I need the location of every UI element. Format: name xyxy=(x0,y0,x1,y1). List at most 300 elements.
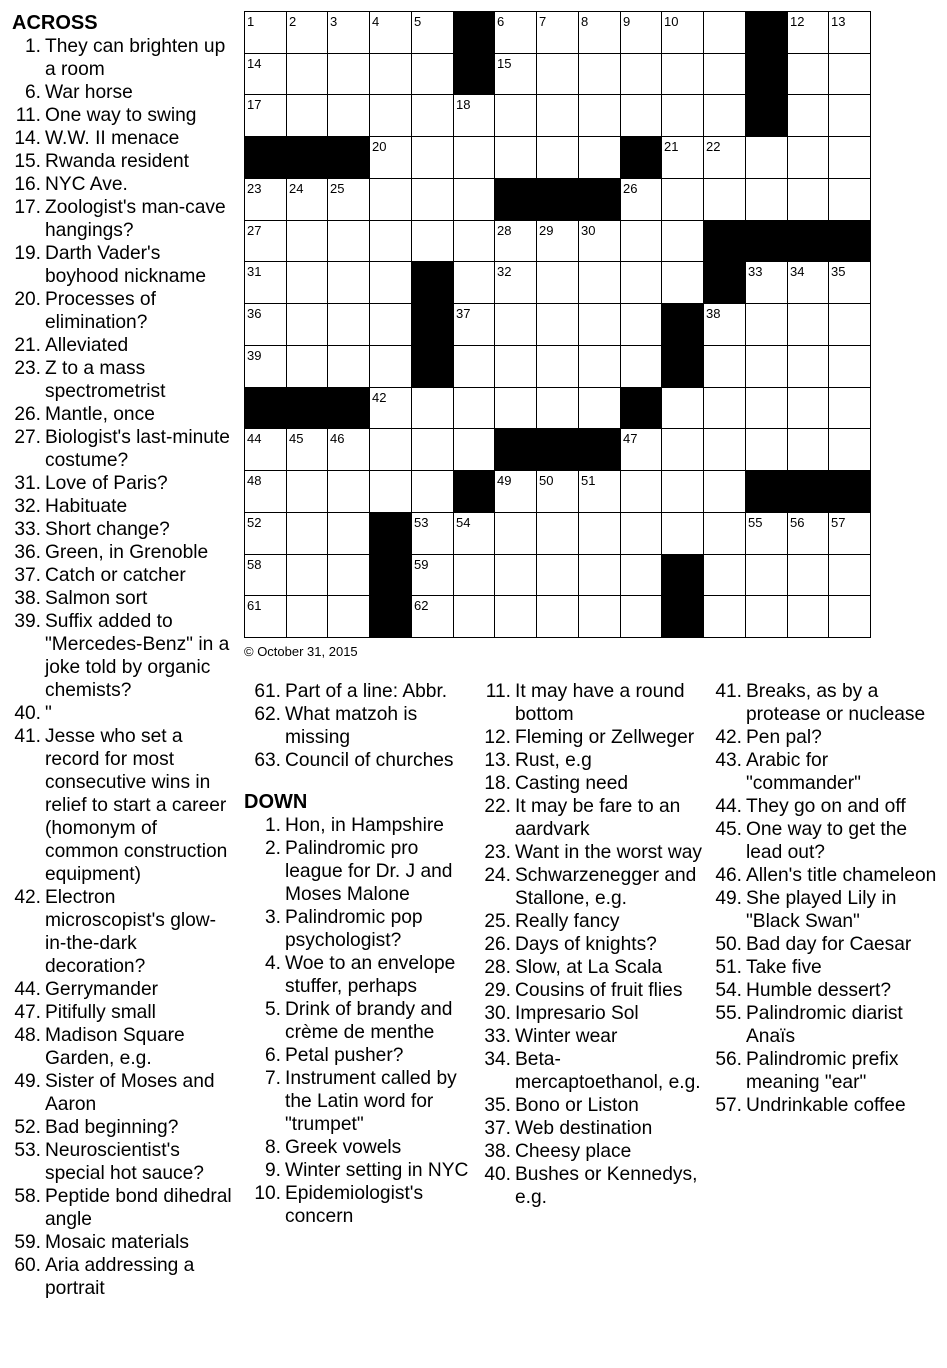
grid-cell[interactable] xyxy=(453,261,495,304)
grid-cell[interactable] xyxy=(494,387,537,429)
clue-number: 34. xyxy=(484,1049,511,1070)
grid-block xyxy=(661,303,704,346)
grid-cell[interactable] xyxy=(787,428,829,471)
grid-cell[interactable] xyxy=(286,554,328,596)
clue-text: Sister of Moses and Aaron xyxy=(45,1071,215,1115)
grid-cell[interactable] xyxy=(787,53,829,95)
grid-cell[interactable] xyxy=(787,345,829,388)
grid-cell[interactable] xyxy=(578,345,621,388)
clue-number: 52. xyxy=(14,1117,41,1138)
grid-cell[interactable] xyxy=(620,345,662,388)
clue-text: " xyxy=(45,703,52,724)
clue-item xyxy=(12,610,234,702)
clue-item xyxy=(12,1231,234,1254)
grid-cell[interactable] xyxy=(828,512,871,555)
grid-cell[interactable] xyxy=(828,94,871,137)
clue-item xyxy=(252,837,474,906)
grid-cell[interactable] xyxy=(536,345,579,388)
clue-item xyxy=(12,1139,234,1185)
grid-cell[interactable] xyxy=(661,261,704,304)
grid-block xyxy=(828,220,871,262)
grid-cell[interactable] xyxy=(327,470,370,513)
grid-cell[interactable] xyxy=(661,53,704,95)
grid-cell[interactable] xyxy=(536,53,579,95)
grid-cell[interactable] xyxy=(244,470,287,513)
cell-number: 15 xyxy=(497,56,512,71)
clues-column-2 xyxy=(244,680,474,1228)
clue-number: 55. xyxy=(715,1003,742,1024)
grid-cell[interactable] xyxy=(828,53,871,95)
cell-number: 56 xyxy=(790,515,805,530)
grid-cell[interactable] xyxy=(494,345,537,388)
clue-number: 2. xyxy=(264,838,281,859)
grid-cell[interactable] xyxy=(620,470,662,513)
grid-block xyxy=(578,178,621,221)
grid-cell[interactable] xyxy=(661,136,704,179)
grid-cell[interactable] xyxy=(286,261,328,304)
grid-cell[interactable] xyxy=(286,220,328,262)
clue-text: One way to get the lead out? xyxy=(746,819,908,863)
grid-cell[interactable] xyxy=(661,387,704,429)
clue-item xyxy=(482,933,707,956)
grid-cell[interactable] xyxy=(578,11,621,54)
grid-block xyxy=(661,345,704,388)
grid-block xyxy=(453,53,495,95)
grid-cell[interactable] xyxy=(703,136,746,179)
clue-item xyxy=(482,956,707,979)
grid-cell[interactable] xyxy=(411,53,454,95)
grid-cell[interactable] xyxy=(828,303,871,346)
cell-number: 28 xyxy=(497,223,512,238)
clue-item xyxy=(12,150,234,173)
grid-cell[interactable] xyxy=(244,53,287,95)
grid-block xyxy=(369,554,412,596)
grid-cell[interactable] xyxy=(411,554,454,596)
grid-cell[interactable] xyxy=(494,512,537,555)
grid-cell[interactable] xyxy=(620,94,662,137)
cell-number: 1 xyxy=(247,14,255,29)
clue-text: Suffix added to "Mercedes-Benz" in a joke told by organic chemists? xyxy=(45,611,230,701)
grid-cell[interactable] xyxy=(536,554,579,596)
grid-cell[interactable] xyxy=(828,261,871,304)
grid-cell[interactable] xyxy=(494,470,537,513)
grid-cell[interactable] xyxy=(745,303,788,346)
grid-cell[interactable] xyxy=(703,554,746,596)
grid-block xyxy=(745,470,788,513)
cell-number: 18 xyxy=(456,97,471,112)
grid-cell[interactable] xyxy=(787,512,829,555)
grid-cell[interactable] xyxy=(369,303,412,346)
clue-number: 30. xyxy=(484,1003,511,1024)
cell-number: 36 xyxy=(247,306,262,321)
grid-cell[interactable] xyxy=(578,53,621,95)
grid-cell[interactable] xyxy=(244,512,287,555)
grid-cell[interactable] xyxy=(244,11,287,54)
grid-block xyxy=(620,387,662,429)
grid-cell[interactable] xyxy=(787,94,829,137)
grid-cell[interactable] xyxy=(828,428,871,471)
grid-cell[interactable] xyxy=(411,178,454,221)
grid-cell[interactable] xyxy=(661,220,704,262)
grid-cell[interactable] xyxy=(286,53,328,95)
grid-cell[interactable] xyxy=(703,512,746,555)
grid-cell[interactable] xyxy=(327,178,370,221)
grid-cell[interactable] xyxy=(661,94,704,137)
cell-number: 55 xyxy=(748,515,763,530)
grid-block xyxy=(369,512,412,555)
grid-cell[interactable] xyxy=(369,345,412,388)
clue-number: 11. xyxy=(485,681,511,702)
grid-cell[interactable] xyxy=(369,428,412,471)
cell-number: 42 xyxy=(372,390,387,405)
clue-item xyxy=(12,357,234,403)
grid-cell[interactable] xyxy=(286,94,328,137)
grid-cell[interactable] xyxy=(453,178,495,221)
clue-text: War horse xyxy=(45,82,133,103)
clue-text: Zoologist's man-cave hangings? xyxy=(45,197,226,241)
clue-number: 45. xyxy=(715,819,742,840)
grid-cell[interactable] xyxy=(745,387,788,429)
grid-cell[interactable] xyxy=(703,595,746,638)
grid-cell[interactable] xyxy=(703,387,746,429)
grid-cell[interactable] xyxy=(578,303,621,346)
grid-cell[interactable] xyxy=(369,387,412,429)
grid-cell[interactable] xyxy=(286,512,328,555)
grid-cell[interactable] xyxy=(244,345,287,388)
clue-number: 35. xyxy=(484,1095,511,1116)
grid-cell[interactable] xyxy=(620,11,662,54)
clue-text: Allen's title chameleon xyxy=(746,865,937,886)
clue-text: Palindromic pop psychologist? xyxy=(285,907,423,951)
grid-cell[interactable] xyxy=(453,220,495,262)
grid-cell[interactable] xyxy=(327,220,370,262)
grid-cell[interactable] xyxy=(745,261,788,304)
clue-list xyxy=(482,680,707,1209)
clue-item xyxy=(252,1136,474,1159)
grid-cell[interactable] xyxy=(828,554,871,596)
grid-cell[interactable] xyxy=(411,470,454,513)
grid-cell[interactable] xyxy=(745,345,788,388)
clue-text: They can brighten up a room xyxy=(45,36,226,80)
grid-cell[interactable] xyxy=(244,554,287,596)
grid-cell[interactable] xyxy=(494,11,537,54)
grid-cell[interactable] xyxy=(787,261,829,304)
clue-item xyxy=(252,680,474,703)
grid-cell[interactable] xyxy=(661,11,704,54)
grid-cell[interactable] xyxy=(536,470,579,513)
grid-cell[interactable] xyxy=(453,595,495,638)
clue-number: 38. xyxy=(14,588,41,609)
grid-cell[interactable] xyxy=(369,220,412,262)
grid-cell[interactable] xyxy=(369,94,412,137)
grid-cell[interactable] xyxy=(578,512,621,555)
grid-cell[interactable] xyxy=(536,261,579,304)
grid-cell[interactable] xyxy=(578,470,621,513)
grid-cell[interactable] xyxy=(787,178,829,221)
grid-cell[interactable] xyxy=(286,595,328,638)
clue-number: 58. xyxy=(14,1186,41,1207)
grid-block xyxy=(745,220,788,262)
clue-item xyxy=(12,541,234,564)
grid-cell[interactable] xyxy=(620,554,662,596)
grid-cell[interactable] xyxy=(536,136,579,179)
clue-item xyxy=(12,173,234,196)
clue-item xyxy=(12,978,234,1001)
cell-number: 53 xyxy=(414,515,429,530)
clue-item xyxy=(482,864,707,910)
grid-cell[interactable] xyxy=(703,428,746,471)
clue-number: 21. xyxy=(14,335,41,356)
grid-cell[interactable] xyxy=(828,345,871,388)
grid-cell[interactable] xyxy=(828,11,871,54)
grid-cell[interactable] xyxy=(286,11,328,54)
grid-cell[interactable] xyxy=(411,387,454,429)
grid-cell[interactable] xyxy=(244,178,287,221)
grid-cell[interactable] xyxy=(453,303,495,346)
grid-cell[interactable] xyxy=(494,136,537,179)
cell-number: 51 xyxy=(581,473,596,488)
grid-cell[interactable] xyxy=(787,554,829,596)
clue-number: 28. xyxy=(484,957,511,978)
clue-number: 51. xyxy=(715,957,742,978)
grid-cell[interactable] xyxy=(286,345,328,388)
grid-cell[interactable] xyxy=(703,345,746,388)
grid-cell[interactable] xyxy=(453,512,495,555)
grid-cell[interactable] xyxy=(536,11,579,54)
clue-item xyxy=(482,726,707,749)
clue-text: Undrinkable coffee xyxy=(746,1095,906,1116)
grid-block xyxy=(286,136,328,179)
clue-text: W.W. II menace xyxy=(45,128,180,149)
clue-text: Cousins of fruit flies xyxy=(515,980,683,1001)
grid-cell[interactable] xyxy=(787,387,829,429)
grid-cell[interactable] xyxy=(494,554,537,596)
clue-number: 57. xyxy=(715,1095,742,1116)
grid-cell[interactable] xyxy=(494,261,537,304)
grid-cell[interactable] xyxy=(745,136,788,179)
grid-cell[interactable] xyxy=(327,303,370,346)
grid-cell[interactable] xyxy=(244,595,287,638)
clue-number: 41. xyxy=(715,681,742,702)
grid-cell[interactable] xyxy=(620,595,662,638)
grid-cell[interactable] xyxy=(578,94,621,137)
clue-number: 15. xyxy=(14,151,41,172)
grid-cell[interactable] xyxy=(578,136,621,179)
grid-cell[interactable] xyxy=(327,428,370,471)
clue-item xyxy=(713,818,943,864)
grid-cell[interactable] xyxy=(828,387,871,429)
grid-cell[interactable] xyxy=(661,178,704,221)
grid-cell[interactable] xyxy=(745,178,788,221)
cell-number: 48 xyxy=(247,473,262,488)
clue-text: Pen pal? xyxy=(746,727,822,748)
grid-cell[interactable] xyxy=(494,303,537,346)
grid-cell[interactable] xyxy=(453,94,495,137)
grid-cell[interactable] xyxy=(327,512,370,555)
clue-item xyxy=(12,1024,234,1070)
grid-cell[interactable] xyxy=(494,595,537,638)
grid-cell[interactable] xyxy=(620,178,662,221)
grid-block xyxy=(244,136,287,179)
clue-item xyxy=(713,726,943,749)
clue-number: 37. xyxy=(14,565,41,586)
grid-cell[interactable] xyxy=(411,220,454,262)
grid-cell[interactable] xyxy=(828,595,871,638)
grid-cell[interactable] xyxy=(703,303,746,346)
clue-item xyxy=(12,1070,234,1116)
clue-text: Days of knights? xyxy=(515,934,657,955)
grid-cell[interactable] xyxy=(787,303,829,346)
grid-cell[interactable] xyxy=(620,53,662,95)
grid-cell[interactable] xyxy=(787,11,829,54)
grid-cell[interactable] xyxy=(411,512,454,555)
grid-cell[interactable] xyxy=(536,595,579,638)
grid-cell[interactable] xyxy=(244,94,287,137)
grid-cell[interactable] xyxy=(703,11,746,54)
grid-cell[interactable] xyxy=(620,220,662,262)
clue-number: 44. xyxy=(715,796,742,817)
grid-cell[interactable] xyxy=(369,178,412,221)
cell-number: 5 xyxy=(414,14,422,29)
grid-cell[interactable] xyxy=(327,94,370,137)
grid-block xyxy=(578,428,621,471)
grid-cell[interactable] xyxy=(369,11,412,54)
clue-item xyxy=(252,998,474,1044)
clue-item xyxy=(713,749,943,795)
clue-text: Epidemiologist's concern xyxy=(285,1183,424,1227)
clue-item xyxy=(713,979,943,1002)
grid-cell[interactable] xyxy=(745,554,788,596)
cell-number: 32 xyxy=(497,264,512,279)
grid-cell[interactable] xyxy=(703,53,746,95)
grid-cell[interactable] xyxy=(745,512,788,555)
clue-number: 23. xyxy=(484,842,511,863)
clue-text: Biologist's last-minute costume? xyxy=(45,427,230,471)
grid-cell[interactable] xyxy=(494,220,537,262)
grid-cell[interactable] xyxy=(578,261,621,304)
grid-block xyxy=(536,428,579,471)
grid-cell[interactable] xyxy=(411,94,454,137)
grid-cell[interactable] xyxy=(536,387,579,429)
grid-cell[interactable] xyxy=(286,428,328,471)
grid-cell[interactable] xyxy=(244,220,287,262)
grid-cell[interactable] xyxy=(327,554,370,596)
grid-cell[interactable] xyxy=(369,470,412,513)
grid-cell[interactable] xyxy=(369,53,412,95)
grid-cell[interactable] xyxy=(745,595,788,638)
grid-cell[interactable] xyxy=(578,554,621,596)
grid-cell[interactable] xyxy=(620,261,662,304)
grid-cell[interactable] xyxy=(494,53,537,95)
grid-cell[interactable] xyxy=(244,303,287,346)
cell-number: 7 xyxy=(539,14,547,29)
clue-text: Want in the worst way xyxy=(515,842,702,863)
grid-cell[interactable] xyxy=(327,345,370,388)
clue-list xyxy=(713,680,943,1117)
grid-cell[interactable] xyxy=(286,178,328,221)
grid-cell[interactable] xyxy=(703,178,746,221)
grid-cell[interactable] xyxy=(453,554,495,596)
clue-text: Bad beginning? xyxy=(45,1117,179,1138)
clue-number: 49. xyxy=(715,888,742,909)
grid-cell[interactable] xyxy=(244,428,287,471)
clue-item xyxy=(482,910,707,933)
grid-block xyxy=(453,470,495,513)
cell-number: 26 xyxy=(623,181,638,196)
clue-number: 31. xyxy=(14,473,41,494)
grid-cell[interactable] xyxy=(703,94,746,137)
grid-cell[interactable] xyxy=(620,428,662,471)
grid-cell[interactable] xyxy=(494,94,537,137)
grid-cell[interactable] xyxy=(327,595,370,638)
grid-block xyxy=(494,178,537,221)
grid-cell[interactable] xyxy=(536,303,579,346)
grid-cell[interactable] xyxy=(703,470,746,513)
clue-item xyxy=(12,1116,234,1139)
clue-item xyxy=(12,104,234,127)
grid-cell[interactable] xyxy=(411,11,454,54)
grid-cell[interactable] xyxy=(745,428,788,471)
grid-cell[interactable] xyxy=(286,470,328,513)
cell-number: 61 xyxy=(247,598,262,613)
clue-item xyxy=(12,725,234,886)
clue-text: They go on and off xyxy=(746,796,906,817)
grid-cell[interactable] xyxy=(327,53,370,95)
grid-cell[interactable] xyxy=(536,94,579,137)
grid-cell[interactable] xyxy=(369,261,412,304)
grid-cell[interactable] xyxy=(536,220,579,262)
clue-text: Fleming or Zellweger xyxy=(515,727,695,748)
grid-cell[interactable] xyxy=(453,345,495,388)
clue-item xyxy=(713,1048,943,1094)
grid-cell[interactable] xyxy=(411,595,454,638)
clue-text: Hon, in Hampshire xyxy=(285,815,444,836)
grid-cell[interactable] xyxy=(578,595,621,638)
grid-cell[interactable] xyxy=(411,428,454,471)
grid-cell[interactable] xyxy=(828,178,871,221)
clue-text: Catch or catcher xyxy=(45,565,186,586)
grid-cell[interactable] xyxy=(787,136,829,179)
grid-cell[interactable] xyxy=(578,220,621,262)
grid-cell[interactable] xyxy=(536,512,579,555)
grid-cell[interactable] xyxy=(244,261,287,304)
grid-cell[interactable] xyxy=(620,303,662,346)
clue-number: 5. xyxy=(264,999,281,1020)
grid-cell[interactable] xyxy=(327,11,370,54)
grid-cell[interactable] xyxy=(453,428,495,471)
grid-cell[interactable] xyxy=(661,428,704,471)
grid-cell[interactable] xyxy=(369,136,412,179)
grid-cell[interactable] xyxy=(620,512,662,555)
grid-cell[interactable] xyxy=(453,387,495,429)
grid-cell[interactable] xyxy=(661,512,704,555)
clue-item xyxy=(12,495,234,518)
grid-cell[interactable] xyxy=(411,136,454,179)
grid-cell[interactable] xyxy=(327,261,370,304)
grid-cell[interactable] xyxy=(787,595,829,638)
clue-number: 11. xyxy=(15,105,41,126)
cell-number: 57 xyxy=(831,515,846,530)
clue-item xyxy=(252,749,474,772)
cell-number: 38 xyxy=(706,306,721,321)
clue-number: 6. xyxy=(24,82,41,103)
grid-cell[interactable] xyxy=(578,387,621,429)
grid-cell[interactable] xyxy=(661,470,704,513)
grid-cell[interactable] xyxy=(828,136,871,179)
grid-cell[interactable] xyxy=(286,303,328,346)
clue-text: Bono or Liston xyxy=(515,1095,639,1116)
grid-cell[interactable] xyxy=(453,136,495,179)
